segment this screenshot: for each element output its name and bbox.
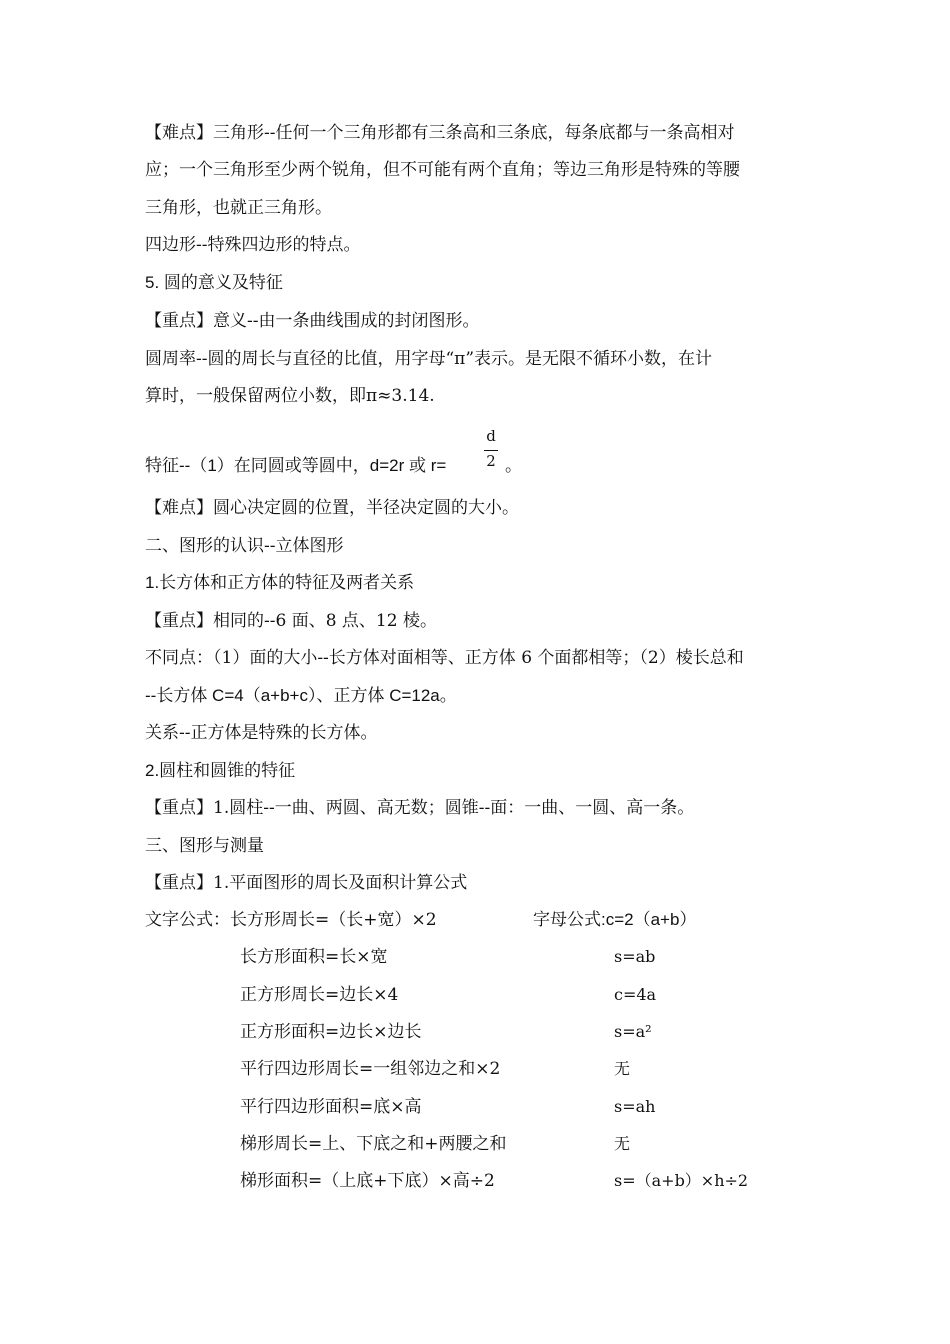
- fraction-numerator: d: [486, 427, 496, 445]
- formula-header-letter: 字母公式:c=2（a+b）: [533, 910, 697, 929]
- formula-word: 平行四边形面积=底×高: [240, 1097, 422, 1117]
- formula-word: 平行四边形周长=一组邻边之和×2: [240, 1059, 501, 1079]
- formula-word: 梯形周长=上、下底之和+两腰之和: [240, 1134, 507, 1154]
- paragraph-line: --长方体 C=4（a+b+c）、正方体 C=12a。: [145, 686, 457, 705]
- paragraph-line: 【重点】相同的--6 面、8 点、12 棱。: [145, 611, 437, 631]
- paragraph-line: 四边形--特殊四边形的特点。: [145, 235, 361, 255]
- paragraph-line: 【难点】三角形--任何一个三角形都有三条高和三条底，每条底都与一条高相对: [145, 123, 735, 143]
- paragraph-line: 圆周率--圆的周长与直径的比值，用字母“π”表示。是无限不循环小数，在计: [145, 349, 713, 369]
- section-heading: 5. 圆的意义及特征: [145, 273, 283, 292]
- section-heading: 二、图形的认识--立体图形: [145, 536, 344, 556]
- formula-letter: 无: [614, 1059, 631, 1078]
- paragraph-line: 【重点】1.平面图形的周长及面积计算公式: [145, 873, 468, 893]
- paragraph-line: 【重点】1.圆柱--一曲、两圆、高无数；圆锥--面：一曲、一圆、高一条。: [145, 798, 695, 818]
- subsection-heading: 1.长方体和正方体的特征及两者关系: [145, 573, 415, 592]
- feature-suffix: 。: [505, 456, 522, 476]
- formula-word: 梯形面积=（上底+下底）×高÷2: [240, 1171, 495, 1191]
- fraction-denominator: 2: [486, 452, 496, 470]
- formula-letter: s=ah: [614, 1097, 656, 1116]
- paragraph-line: 算时，一般保留两位小数，即π≈3.14.: [145, 386, 435, 406]
- formula-header-label: 文字公式：长方形周长=（长+宽）×2: [145, 910, 437, 930]
- feature-line: [145, 455, 446, 477]
- paragraph-line: 应；一个三角形至少两个锐角，但不可能有两个直角；等边三角形是特殊的等腰: [145, 160, 740, 180]
- formula-word: 长方形面积=长×宽: [240, 947, 388, 967]
- fraction-bar: [484, 450, 498, 451]
- paragraph-line: 【重点】意义--由一条曲线围成的封闭图形。: [145, 311, 480, 331]
- subsection-heading: 2.圆柱和圆锥的特征: [145, 761, 296, 780]
- formula-letter: s=a²: [614, 1022, 652, 1041]
- formula-word: 正方形周长=边长×4: [240, 985, 399, 1005]
- paragraph-line: 不同点：（1）面的大小--长方体对面相等、正方体 6 个面都相等；（2）棱长总和: [145, 648, 744, 668]
- paragraph-line: 【难点】圆心决定圆的位置，半径决定圆的大小。: [145, 498, 519, 518]
- paragraph-line: 关系--正方体是特殊的长方体。: [145, 723, 378, 743]
- paragraph-line: 三角形，也就正三角形。: [145, 198, 332, 218]
- formula-letter: 无: [614, 1134, 631, 1153]
- formula-word: 正方形面积=边长×边长: [240, 1022, 422, 1042]
- formula-letter: s=（a+b）×h÷2: [614, 1171, 749, 1190]
- formula-letter: c=4a: [614, 985, 657, 1004]
- feature-prefix: 特征--（1）在同圆或等圆中，d=2r 或 r=: [145, 456, 447, 475]
- formula-letter: s=ab: [614, 947, 656, 966]
- section-heading: 三、图形与测量: [145, 836, 264, 856]
